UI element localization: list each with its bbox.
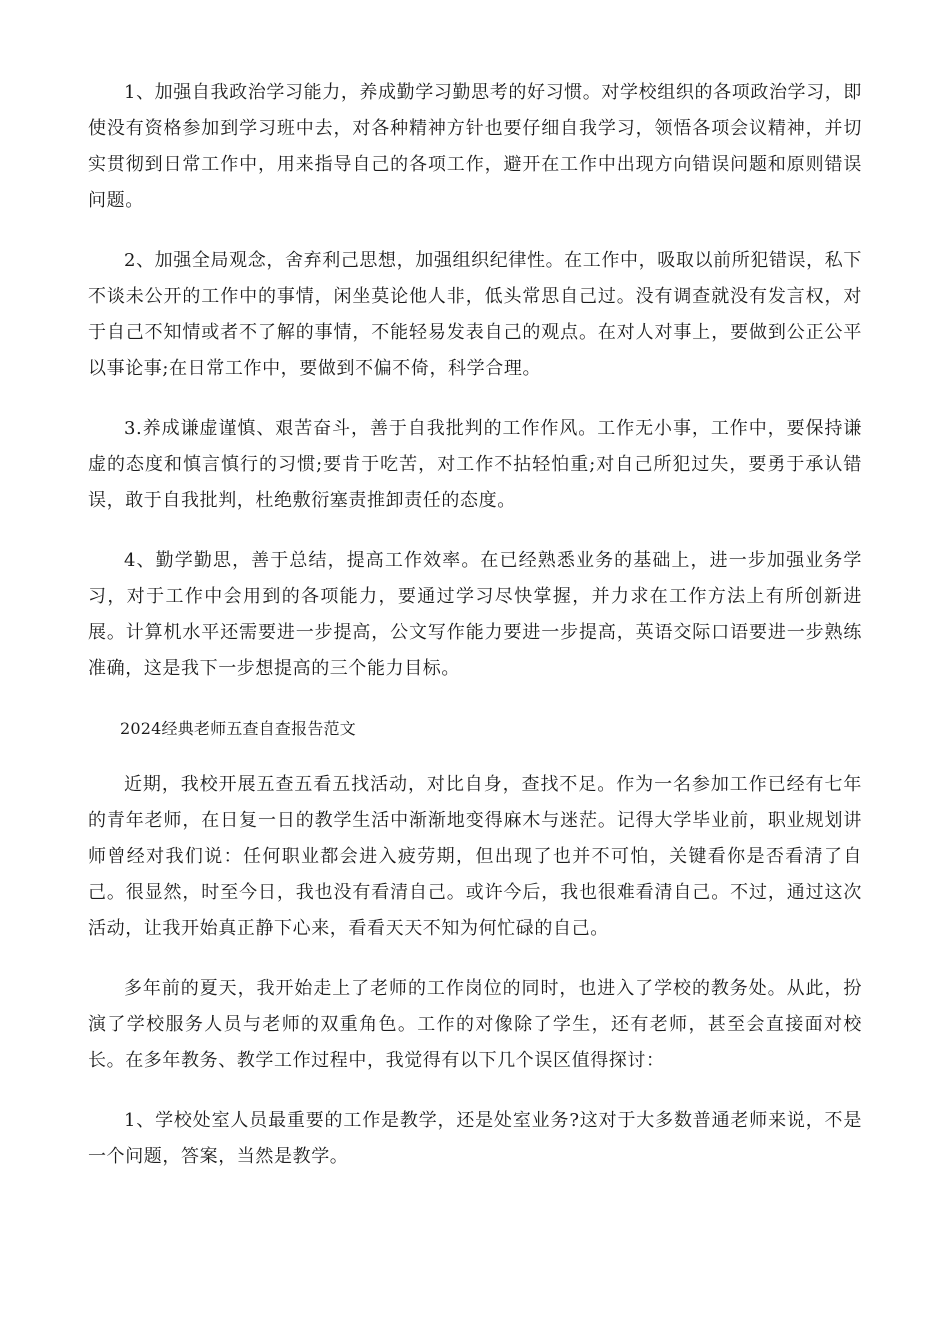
paragraph-background: 多年前的夏天，我开始走上了老师的工作岗位的同时，也进入了学校的教务处。从此，扮演了学校服务人员与老师的双重角色。工作的对像除了学生，还有老师，甚至会直接面对校长。在多年教务、教学工作过程中，我觉得有以下几个误区值得探讨： [88,978,862,1071]
paragraph-point-1: 1、学校处室人员最重要的工作是教学，还是处室业务?这对于大多数普通老师来说，不是一个问题，答案，当然是教学。 [88,1110,862,1167]
paragraph-item-1: 1、加强自我政治学习能力，养成勤学习勤思考的好习惯。对学校组织的各项政治学习，即使没有资格参加到学习班中去，对各种精神方针也要仔细自我学习，领悟各项会议精神，并切实贯彻到日常工作中，用来指导自己的各项工作，避开在工作中出现方向错误问题和原则错误问题。 [88,82,862,211]
paragraph-item-4: 4、勤学勤思，善于总结，提高工作效率。在已经熟悉业务的基础上，进一步加强业务学习，对于工作中会用到的各项能力，要通过学习尽快掌握，并力求在工作方法上有所创新进展。计算机水平还需要进一步提高，公文写作能力要进一步提高，英语交际口语要进一步熟练准确，这是我下一步想提高的三个能力目标。 [88,550,862,679]
paragraph-intro: 近期，我校开展五查五看五找活动，对比自身，查找不足。作为一名参加工作已经有七年的青年老师，在日复一日的教学生活中渐渐地变得麻木与迷茫。记得大学毕业前，职业规划讲师曾经对我们说：任何职业都会进入疲劳期，但出现了也并不可怕，关键看你是否看清了自己。很显然，时至今日，我也没有看清自己。或许今后，我也很难看清自己。不过，通过这次活动，让我开始真正静下心来，看看天天不知为何忙碌的自己。 [88,774,862,939]
document-title: 2024经典老师五查自查报告范文 [120,719,356,738]
paragraph-item-3: 3.养成谦虚谨慎、艰苦奋斗，善于自我批判的工作作风。工作无小事，工作中，要保持谦虚的态度和慎言慎行的习惯;要肯于吃苦，对工作不拈轻怕重;对自己所犯过失，要勇于承认错误，敢于自我批判，杜绝敷衍塞责推卸责任的态度。 [88,418,862,511]
paragraph-item-2: 2、加强全局观念，舍弃利己思想，加强组织纪律性。在工作中，吸取以前所犯错误，私下不谈未公开的工作中的事情，闲坐莫论他人非，低头常思自己过。没有调查就没有发言权，对于自己不知情或者不了解的事情，不能轻易发表自己的观点。在对人对事上，要做到公正公平以事论事;在日常工作中，要做到不偏不倚，科学合理。 [88,250,862,379]
